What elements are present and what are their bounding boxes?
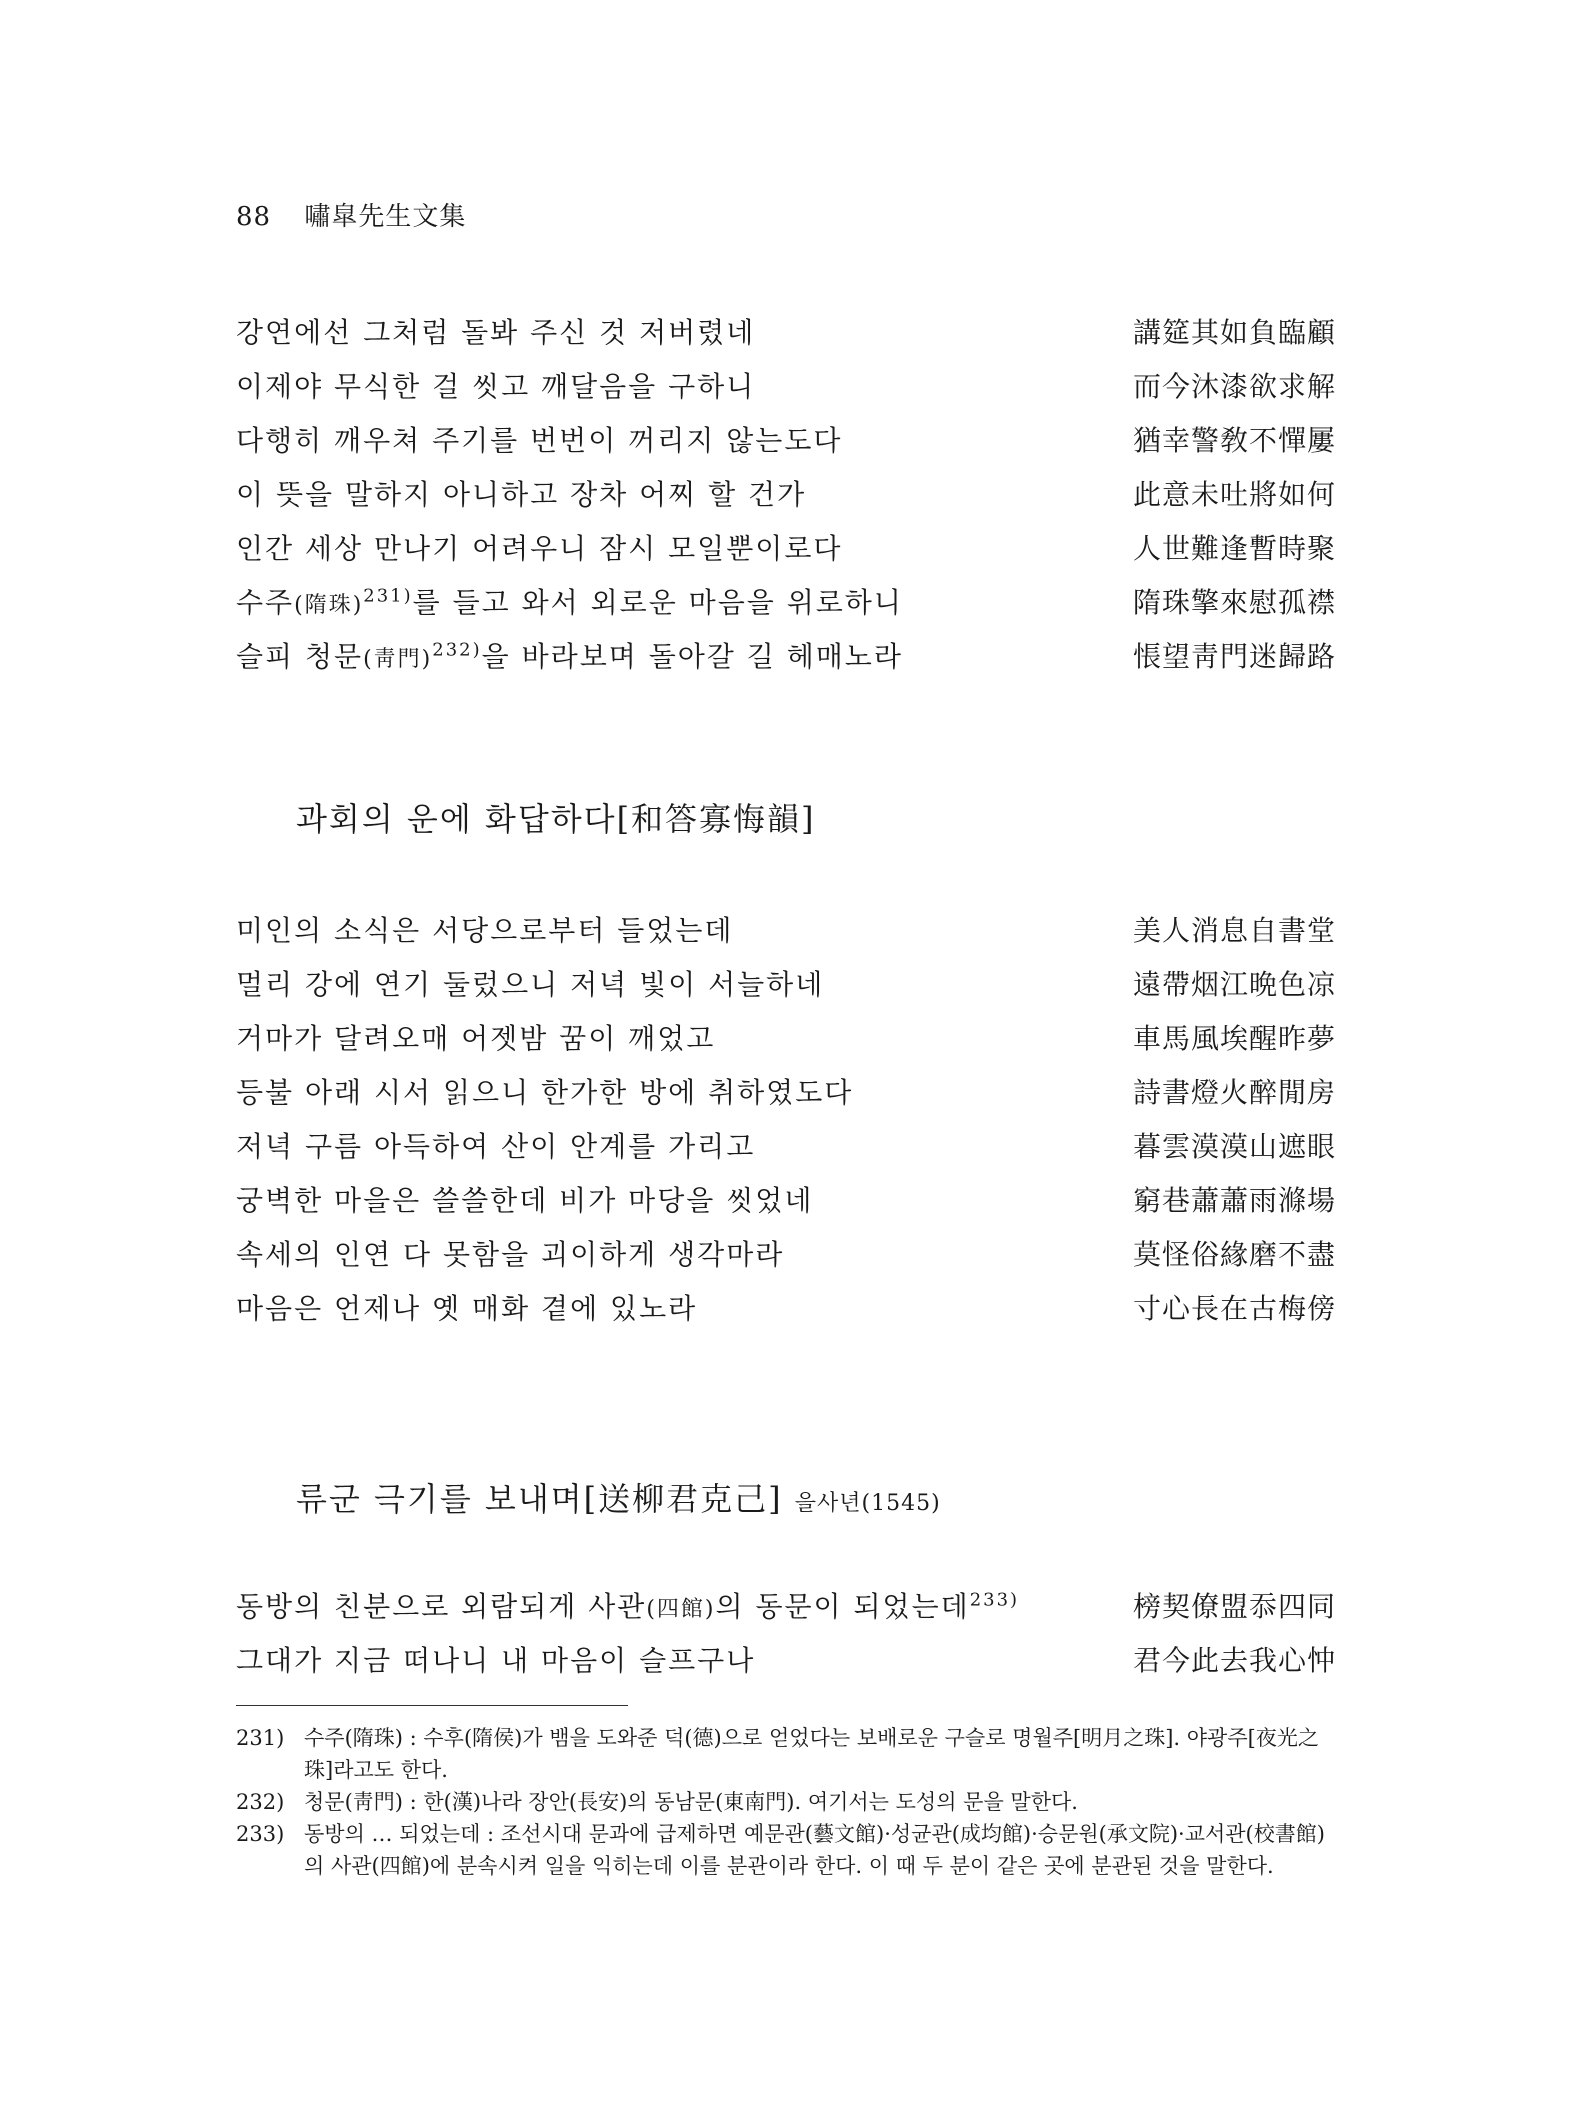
- title-hanja: [送柳君克己]: [583, 1480, 783, 1518]
- verse-hanja-gloss: (隋珠): [294, 593, 364, 618]
- poem-2: [236, 904, 1336, 1336]
- hanja-verse: 車馬風埃醒昨夢: [1132, 1022, 1336, 1055]
- poem-line: [236, 1634, 1336, 1688]
- title-year: 을사년(1545): [794, 1491, 941, 1516]
- running-header: [236, 196, 466, 233]
- korean-verse: 강연에선 그처럼 돌봐 주신 것 저버렸네: [236, 316, 756, 349]
- hanja-verse: 榜契僚盟忝四同: [1132, 1590, 1336, 1623]
- korean-verse: 다행히 깨우쳐 주기를 번번이 꺼리지 않는도다: [236, 424, 843, 457]
- footnotes: [236, 1722, 1338, 1882]
- poem-line: [236, 1228, 1336, 1282]
- footnote-231: [236, 1722, 1338, 1786]
- hanja-verse: 講筵其如負臨顧: [1132, 316, 1336, 349]
- poem-3: [236, 1580, 1336, 1688]
- poem-line: [236, 1580, 1336, 1634]
- footnote-number: 231): [236, 1726, 285, 1750]
- korean-verse: 이제야 무식한 걸 씻고 깨달음을 구하니: [236, 370, 756, 403]
- poem-line: [236, 1012, 1336, 1066]
- poem-1: [236, 306, 1336, 684]
- footnote-text: 청문(靑門) : 한(漢)나라 장안(長安)의 동남문(東南門). 여기서는 도성의 문을 말한다.: [304, 1790, 1078, 1814]
- footnote-ref-233[interactable]: 233): [969, 1589, 1020, 1611]
- poem-line: [236, 576, 1336, 630]
- verse-text: 를 들고 와서 외로운 마음을 위로하니: [412, 586, 903, 619]
- footnote-number: 232): [236, 1790, 285, 1814]
- hanja-verse: 莫怪俗緣磨不盡: [1132, 1238, 1336, 1271]
- poem-line: [236, 904, 1336, 958]
- poem-line: [236, 1282, 1336, 1336]
- poem-line: [236, 1120, 1336, 1174]
- hanja-verse: 詩書燈火醉閒房: [1132, 1076, 1336, 1109]
- korean-verse: 마음은 언제나 옛 매화 곁에 있노라: [236, 1292, 698, 1325]
- korean-verse: [236, 630, 903, 687]
- korean-verse: 이 뜻을 말하지 아니하고 장차 어찌 할 건가: [236, 478, 807, 511]
- footnote-divider: [236, 1705, 628, 1706]
- verse-hanja-gloss: (四館): [646, 1597, 716, 1622]
- hanja-verse: 寸心長在古梅傍: [1132, 1292, 1336, 1325]
- poem-line: [236, 306, 1336, 360]
- korean-verse: 멀리 강에 연기 둘렀으니 저녁 빛이 서늘하네: [236, 968, 825, 1001]
- hanja-verse: 悵望靑門迷歸路: [1132, 640, 1336, 673]
- korean-verse: 속세의 인연 다 못함을 괴이하게 생각마라: [236, 1238, 785, 1271]
- hanja-verse: 而今沐漆欲求解: [1132, 370, 1336, 403]
- hanja-verse: 隋珠擎來慰孤襟: [1132, 586, 1336, 619]
- verse-text: 의 동문이 되었는데: [715, 1590, 970, 1623]
- hanja-verse: 猶幸警敎不憚屢: [1132, 424, 1336, 457]
- footnote-text: 수주(隋珠) : 수후(隋侯)가 뱀을 도와준 덕(德)으로 얻었다는 보배로운 구슬로 명월주[明月之珠]. 야광주[夜光之珠]라고도 한다.: [304, 1726, 1319, 1782]
- verse-hanja-gloss: (靑門): [363, 647, 433, 672]
- footnote-ref-231[interactable]: 231): [363, 585, 413, 607]
- verse-text: 동방의 친분으로 외람되게 사관: [236, 1590, 647, 1623]
- poem-line: [236, 630, 1336, 684]
- page-number: 88: [236, 202, 272, 232]
- poem-line: [236, 414, 1336, 468]
- title-korean: 과회의 운에 화답하다: [296, 800, 617, 838]
- korean-verse: 저녁 구름 아득하여 산이 안계를 가리고: [236, 1130, 756, 1163]
- poem-3-title: [296, 1474, 941, 1520]
- footnote-232: [236, 1786, 1338, 1818]
- footnote-ref-232[interactable]: 232): [432, 639, 482, 661]
- verse-text: 슬피 청문: [236, 640, 364, 673]
- verse-text: 수주: [236, 586, 295, 619]
- hanja-verse: 美人消息自書堂: [1132, 914, 1336, 947]
- korean-verse: [236, 576, 903, 633]
- korean-verse: 그대가 지금 떠나니 내 마음이 슬프구나: [236, 1644, 756, 1677]
- footnote-233: [236, 1818, 1338, 1882]
- poem-line: [236, 1066, 1336, 1120]
- poem-2-title: [296, 794, 816, 840]
- poem-line: [236, 522, 1336, 576]
- korean-verse: 궁벽한 마을은 쓸쓸한데 비가 마당을 씻었네: [236, 1184, 814, 1217]
- title-korean: 류군 극기를 보내며: [296, 1480, 584, 1518]
- korean-verse: [236, 1580, 1019, 1637]
- korean-verse: 인간 세상 만나기 어려우니 잠시 모일뿐이로다: [236, 532, 843, 565]
- title-hanja: [和答寡悔韻]: [616, 800, 816, 838]
- footnote-text: 동방의 … 되었는데 : 조선시대 문과에 급제하면 예문관(藝文館)·성균관(成均館)·승문원(承文院)·교서관(校書館)의 사관(四館)에 분속시켜 일을 익히는데 이를 분관이라 한다. 이 때 두 분이 같은 곳에 분관된 것을 말한다.: [304, 1822, 1325, 1878]
- hanja-verse: 君今此去我心忡: [1132, 1644, 1336, 1677]
- hanja-verse: 遠帶烟江晩色凉: [1132, 968, 1336, 1001]
- book-title: 嘯皐先生文集: [304, 202, 467, 232]
- korean-verse: 미인의 소식은 서당으로부터 들었는데: [236, 914, 734, 947]
- poem-line: [236, 360, 1336, 414]
- verse-text: 을 바라보며 돌아갈 길 헤매노라: [481, 640, 903, 673]
- korean-verse: 등불 아래 시서 읽으니 한가한 방에 취하였도다: [236, 1076, 854, 1109]
- footnote-number: 233): [236, 1822, 285, 1846]
- hanja-verse: 窮巷蕭蕭雨滌場: [1132, 1184, 1336, 1217]
- poem-line: [236, 468, 1336, 522]
- hanja-verse: 暮雲漠漠山遮眼: [1132, 1130, 1336, 1163]
- korean-verse: 거마가 달려오매 어젯밤 꿈이 깨었고: [236, 1022, 716, 1055]
- hanja-verse: 人世難逢暫時聚: [1132, 532, 1336, 565]
- hanja-verse: 此意未吐將如何: [1132, 478, 1336, 511]
- poem-line: [236, 958, 1336, 1012]
- poem-line: [236, 1174, 1336, 1228]
